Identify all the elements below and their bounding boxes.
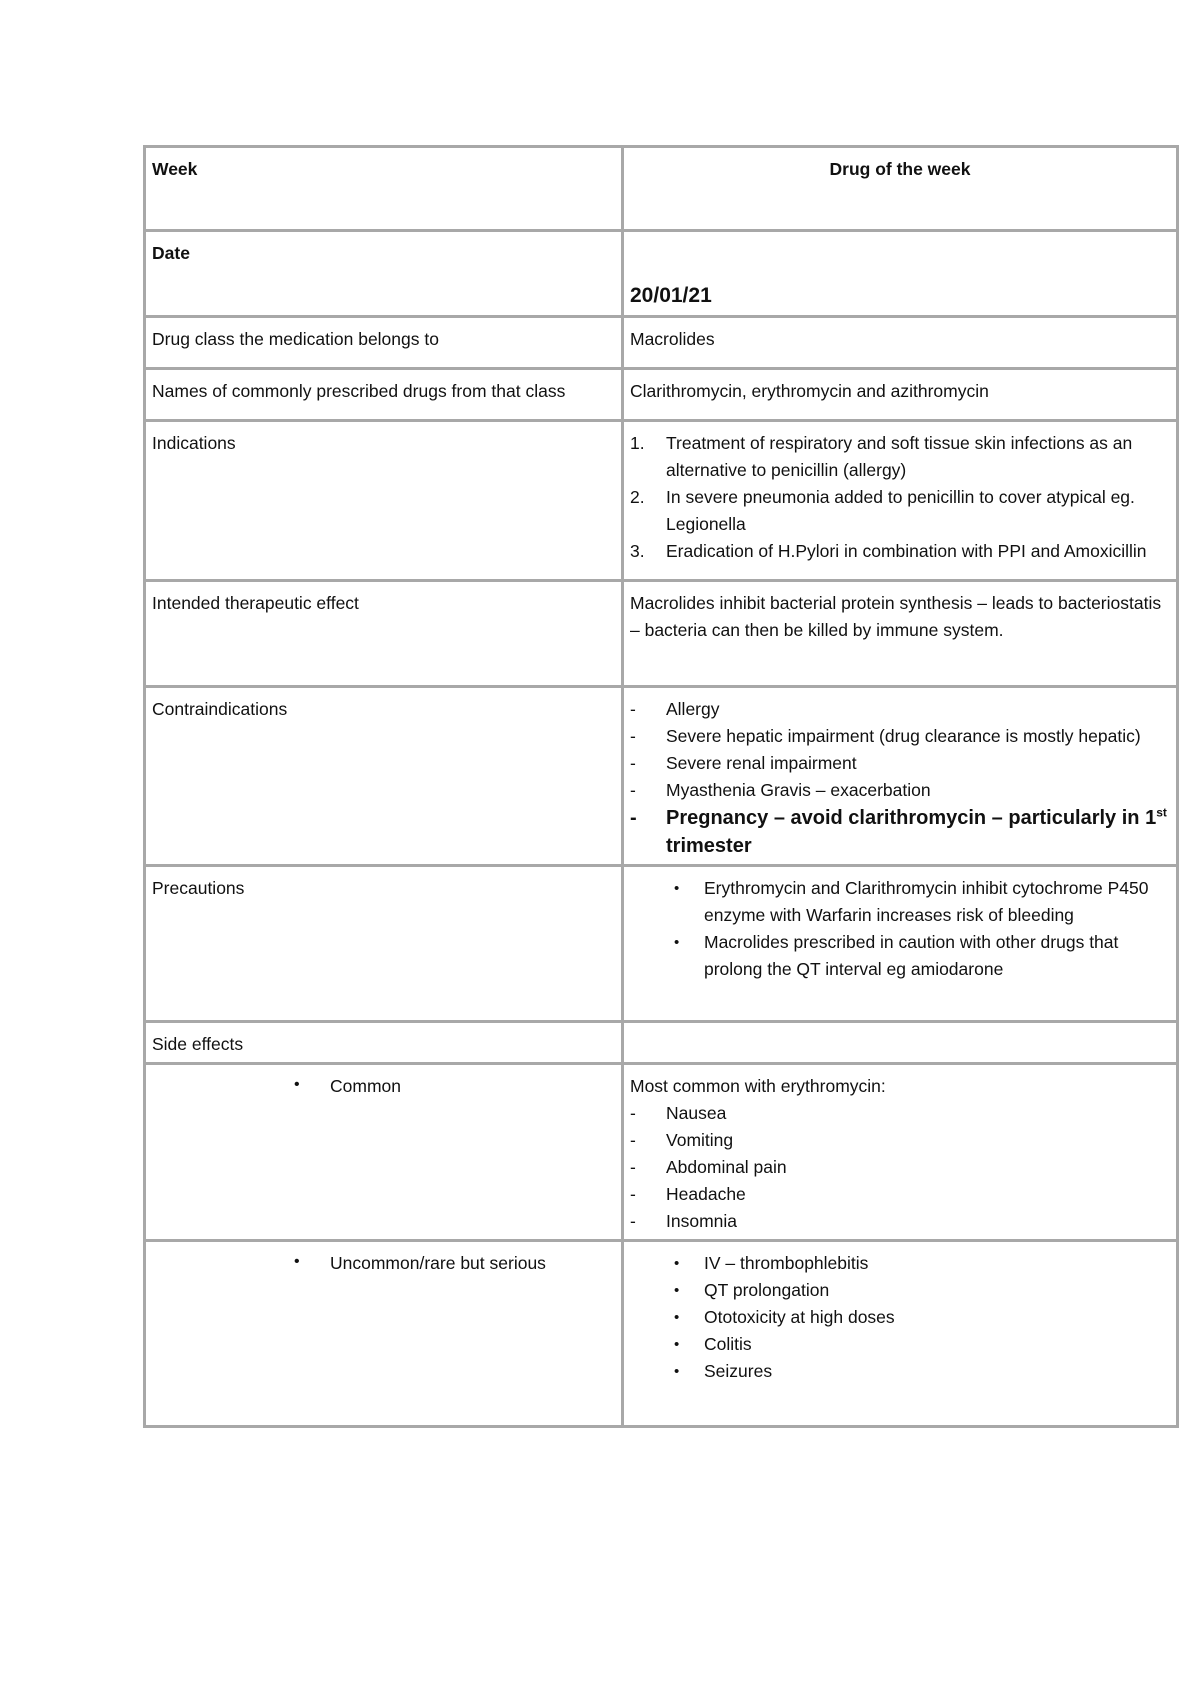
dash-marker: -	[630, 780, 636, 800]
list-item-text: Nausea	[666, 1103, 727, 1123]
dash-marker: -	[630, 1103, 636, 1123]
therapeutic-effect-label: Intended therapeutic effect	[145, 581, 623, 687]
list-item	[630, 1358, 1170, 1385]
common-side-effects-cell	[623, 1064, 1178, 1241]
drug-class-value: Macrolides	[623, 317, 1178, 369]
common-label-cell	[145, 1064, 623, 1241]
common-names-value: Clarithromycin, erythromycin and azithromycin	[623, 369, 1178, 421]
list-item	[630, 1304, 1170, 1331]
common-intro: Most common with erythromycin:	[630, 1076, 886, 1096]
list-item-text: Colitis	[704, 1334, 752, 1354]
list-item	[630, 430, 1170, 484]
contraindications-cell	[623, 687, 1178, 866]
date-value-cell	[623, 231, 1178, 317]
list-item	[630, 1208, 1170, 1235]
pregnancy-warning-text: Pregnancy – avoid clarithromycin – particularly in 1	[666, 807, 1157, 829]
bullet-icon: •	[674, 1282, 680, 1299]
list-item-text: IV – thrombophlebitis	[704, 1253, 869, 1273]
rare-label-cell	[145, 1241, 623, 1427]
bullet-icon: •	[294, 1253, 300, 1270]
list-item-text: Treatment of respiratory and soft tissue skin infections as an alternative to penicillin (allergy)	[666, 433, 1133, 480]
list-item-text: Abdominal pain	[666, 1157, 787, 1177]
contraindications-label: Contraindications	[145, 687, 623, 866]
week-label: Week	[152, 159, 198, 179]
dash-marker: -	[630, 1157, 636, 1177]
date-label-cell	[145, 231, 623, 317]
list-item-text: Seizures	[704, 1361, 773, 1381]
drug-class-row	[145, 317, 1178, 369]
indications-row	[145, 421, 1178, 581]
list-item-text: Insomnia	[666, 1211, 738, 1231]
header-row	[145, 147, 1178, 231]
therapeutic-effect-row	[145, 581, 1178, 687]
bullet-icon: •	[674, 880, 680, 897]
dash-marker: -	[630, 1130, 636, 1150]
list-item	[630, 1331, 1170, 1358]
list-item	[630, 1154, 1170, 1181]
list-item	[630, 696, 1170, 723]
list-item	[630, 875, 1170, 929]
list-item	[630, 1181, 1170, 1208]
list-item	[630, 777, 1170, 804]
drug-class-label: Drug class the medication belongs to	[145, 317, 623, 369]
precautions-cell	[623, 866, 1178, 1022]
rare-side-effects-row	[145, 1241, 1178, 1427]
dash-marker: -	[630, 753, 636, 773]
bullet-icon: •	[294, 1076, 300, 1093]
dash-marker: -	[630, 726, 636, 746]
precautions-list	[630, 875, 1170, 983]
bullet-icon: •	[674, 1336, 680, 1353]
rare-label-item	[152, 1250, 615, 1277]
list-item-text: Myasthenia Gravis – exacerbation	[666, 780, 931, 800]
therapeutic-effect-value: Macrolides inhibit bacterial protein synthesis – leads to bacteriostatis – bacteria can then be killed by immune system.	[623, 581, 1178, 687]
common-side-effects-list	[630, 1100, 1170, 1235]
side-effects-label: Side effects	[145, 1022, 623, 1064]
indications-cell	[623, 421, 1178, 581]
list-item-text: Erythromycin and Clarithromycin inhibit cytochrome P450 enzyme with Warfarin increases risk of bleeding	[704, 878, 1149, 925]
precautions-label: Precautions	[145, 866, 623, 1022]
date-value: 20/01/21	[630, 284, 712, 307]
list-item	[630, 723, 1170, 750]
list-item-text: Macrolides prescribed in caution with other drugs that prolong the QT interval eg amiodarone	[704, 932, 1119, 979]
common-side-effects-row	[145, 1064, 1178, 1241]
bullet-icon: •	[674, 1255, 680, 1272]
rare-side-effects-list	[630, 1250, 1170, 1385]
list-item	[630, 750, 1170, 777]
bullet-icon: •	[674, 1363, 680, 1380]
list-item-text: Headache	[666, 1184, 746, 1204]
rare-label: Uncommon/rare but serious	[330, 1253, 546, 1273]
ordinal-suffix: st	[1156, 805, 1167, 820]
common-label-item	[152, 1073, 615, 1100]
list-item-text: Allergy	[666, 699, 720, 719]
side-effects-row	[145, 1022, 1178, 1064]
rare-side-effects-cell	[623, 1241, 1178, 1427]
list-item-text: Severe hepatic impairment (drug clearance is mostly hepatic)	[666, 726, 1141, 746]
pregnancy-warning	[630, 804, 1170, 860]
bullet-icon: •	[674, 1309, 680, 1326]
list-number: 1.	[630, 433, 645, 453]
dash-marker: -	[630, 807, 637, 829]
list-item-text: Severe renal impairment	[666, 753, 857, 773]
list-item	[630, 1277, 1170, 1304]
list-item-text: Ototoxicity at high doses	[704, 1307, 895, 1327]
list-item	[630, 1100, 1170, 1127]
indications-list	[630, 430, 1170, 565]
drug-label-cell	[623, 147, 1178, 231]
precautions-row	[145, 866, 1178, 1022]
week-label-cell	[145, 147, 623, 231]
drug-of-week-form	[143, 145, 1179, 1428]
drug-of-week-label: Drug of the week	[829, 159, 971, 179]
list-item-text: Vomiting	[666, 1130, 734, 1150]
contraindications-list	[630, 696, 1170, 860]
contraindications-row	[145, 687, 1178, 866]
pregnancy-warning-tail: trimester	[666, 835, 752, 857]
dash-marker: -	[630, 1184, 636, 1204]
common-names-row	[145, 369, 1178, 421]
list-item	[630, 484, 1170, 538]
list-item	[630, 1127, 1170, 1154]
date-row	[145, 231, 1178, 317]
list-number: 3.	[630, 541, 645, 561]
side-effects-empty-cell	[623, 1022, 1178, 1064]
list-item	[630, 929, 1170, 983]
dash-marker: -	[630, 699, 636, 719]
list-item	[630, 538, 1170, 565]
list-item	[630, 1250, 1170, 1277]
list-item-text: Eradication of H.Pylori in combination with PPI and Amoxicillin	[666, 541, 1147, 561]
list-item-text: QT prolongation	[704, 1280, 830, 1300]
dash-marker: -	[630, 1211, 636, 1231]
list-item-text: In severe pneumonia added to penicillin to cover atypical eg. Legionella	[666, 487, 1135, 534]
indications-label: Indications	[145, 421, 623, 581]
list-number: 2.	[630, 487, 645, 507]
common-label: Common	[330, 1076, 401, 1096]
date-label: Date	[152, 243, 190, 263]
bullet-icon: •	[674, 934, 680, 951]
common-names-label: Names of commonly prescribed drugs from that class	[145, 369, 623, 421]
